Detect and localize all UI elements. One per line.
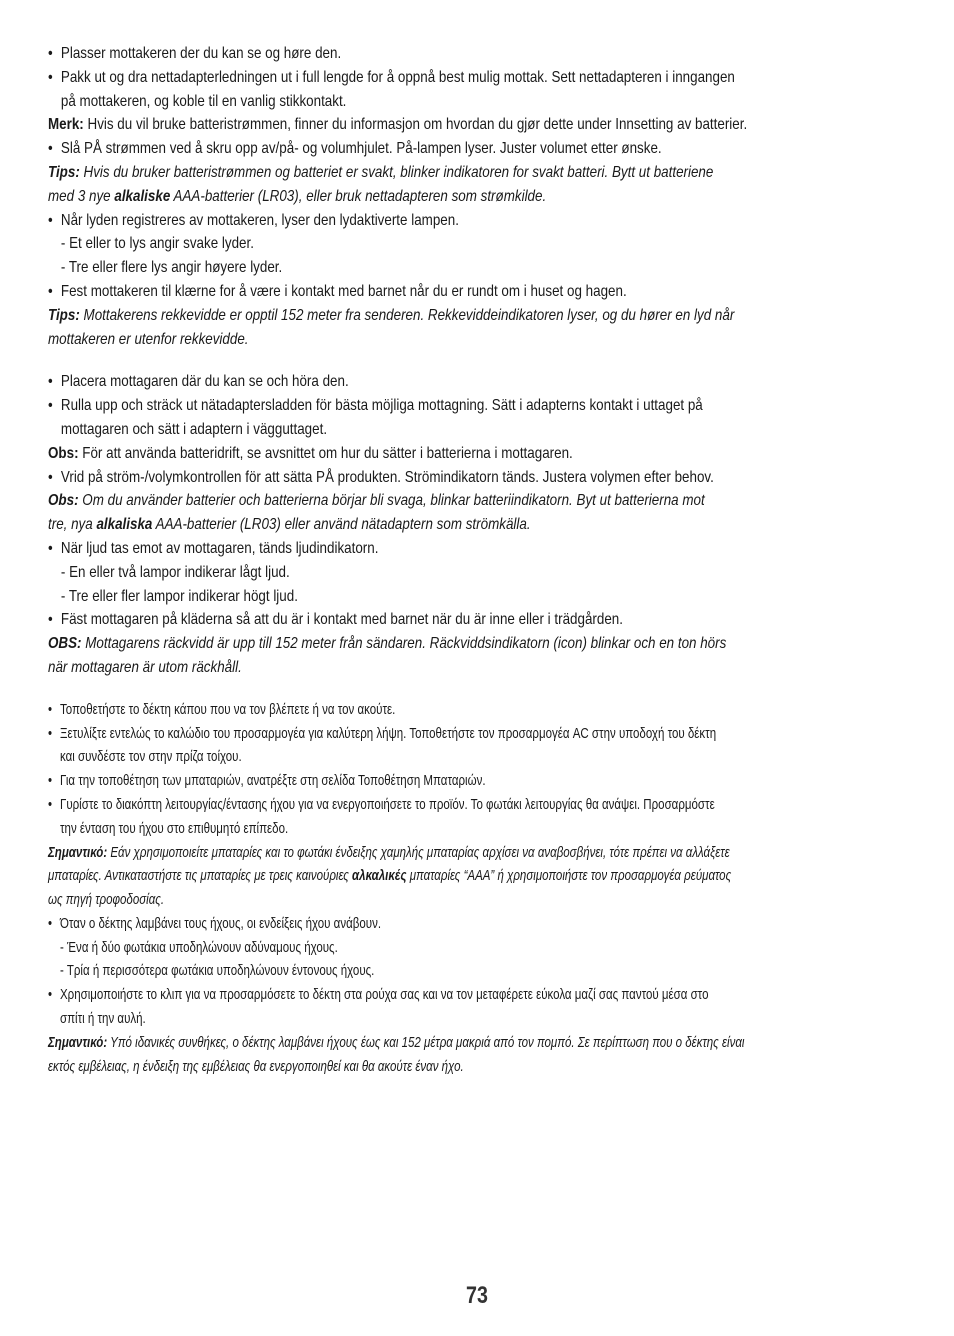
- sub-item: - Τρία ή περισσότερα φωτάκια υποδηλώνουν έντονους ήχους.: [60, 963, 375, 980]
- list-item: • Slå PÅ strømmen ved å skru opp av/på- og volumhjulet. På-lampen lyser. Juster volumet etter ønske.: [48, 140, 662, 158]
- list-item-continuation: και συνδέστε τον στην πρίζα τοίχου.: [60, 749, 242, 766]
- note: Obs: För att använda batteridrift, se avsnittet om hur du sätter i batterierna i mottagaren.: [48, 444, 573, 462]
- note: Merk: Hvis du vil bruke batteristrømmen, finner du informasjon om hvordan du gjør dette under Innsetting av batterier.: [48, 116, 748, 134]
- list-item: • Vrid på ström-/volymkontrollen för att sätta PÅ produkten. Strömindikatorn tänds. Justera volymen efter behov.: [48, 468, 714, 486]
- important-note-continuation: μπαταρίες. Αντικαταστήστε τις μπαταρίες με τρεις καινούριες αλκαλικές μπαταρίες “AAA” ή χρησιμοποιήστε τον προσαρμογέα ρεύματος: [48, 868, 732, 885]
- page-content: [48, 42, 918, 1079]
- list-item-continuation: på mottakeren, og koble til en vanlig stikkontakt.: [60, 92, 347, 110]
- list-item: • Χρησιμοποιήστε το κλιπ για να προσαρμόσετε το δέκτη στα ρούχα σας και να τον μεταφέρετε εύκολα μαζί σας παντού μέσα στο: [48, 987, 709, 1004]
- list-item: • Placera mottagaren där du kan se och höra den.: [48, 373, 349, 391]
- list-item: • Γυρίστε το διακόπτη λειτουργίας/έντασης ήχου για να ενεργοποιήσετε το προϊόν. Το φωτάκι λειτουργίας θα ανάψει. Προσαρμόστε: [48, 796, 715, 813]
- sub-item: - Ένα ή δύο φωτάκια υποδηλώνουν αδύναμους ήχους.: [60, 939, 338, 956]
- sub-item: - Tre eller fler lampor indikerar högt ljud.: [60, 587, 298, 605]
- norwegian-section: [48, 42, 918, 351]
- list-item: • Τοποθετήστε το δέκτη κάπου που να τον βλέπετε ή να τον ακούτε.: [48, 701, 396, 718]
- note-continuation: tre, nya alkaliska AAA-batterier (LR03) eller använd nätadaptern som strömkälla.: [48, 516, 531, 534]
- important-note-continuation: εκτός εμβέλειας, η ένδειξη της εμβέλειας θα ενεργοποιηθεί και θα ακούτε έναν ήχο.: [48, 1058, 464, 1075]
- sub-item: - Et eller to lys angir svake lyder.: [60, 235, 254, 253]
- list-item: • Όταν ο δέκτης λαμβάνει τους ήχους, οι ενδείξεις ήχου ανάβουν.: [48, 915, 382, 932]
- greek-section: [48, 699, 918, 1080]
- list-item: • Pakk ut og dra nettadapterledningen ut i full lengde for å oppnå best mulig mottak. Sett nettadapteren i inngangen: [48, 68, 735, 86]
- important-note: Σημαντικό: Υπό ιδανικές συνθήκες, ο δέκτης λαμβάνει ήχους έως και 152 μέτρα μακριά από τον πομπό. Σε περίπτωση που ο δέκτης είναι: [48, 1034, 745, 1051]
- tip-continuation: mottakeren er utenfor rekkevidde.: [48, 330, 249, 348]
- page-number: 73: [466, 1282, 488, 1309]
- list-item: • Ξετυλίξτε εντελώς το καλώδιο του προσαρμογέα για καλύτερη λήψη. Τοποθετήστε τον προσαρμογέα AC στην υποδοχή του δέκτη: [48, 725, 717, 742]
- note-continuation: när mottagaren är utom räckhåll.: [48, 658, 242, 676]
- list-item: • Για την τοποθέτηση των μπαταριών, ανατρέξτε στη σελίδα Τοποθέτηση Μπαταριών.: [48, 773, 486, 790]
- list-item: • Plasser mottakeren der du kan se og høre den.: [48, 45, 342, 62]
- tip: Tips: Hvis du bruker batteristrømmen og batteriet er svakt, blinker indikatoren for svakt batteri. Bytt ut batteriene: [48, 163, 714, 181]
- list-item: • Fest mottakeren til klærne for å være i kontakt med barnet når du er rundt om i huset og hagen.: [48, 282, 627, 300]
- list-item-continuation: mottagaren och sätt i adaptern i vägguttaget.: [60, 420, 328, 438]
- list-item-continuation: σπίτι ή την αυλή.: [60, 1011, 146, 1028]
- note: Obs: Om du använder batterier och batterierna börjar bli svaga, blinkar batteriindikatorn. Byt ut batterierna mot: [48, 492, 705, 510]
- important-note-continuation: ως πηγή τροφοδοσίας.: [48, 892, 165, 909]
- list-item: • När ljud tas emot av mottagaren, tänds ljudindikatorn.: [48, 539, 379, 557]
- section-gap: [48, 351, 918, 370]
- list-item: • Fäst mottagaren på kläderna så att du är i kontakt med barnet när du är inne eller i trädgården.: [48, 611, 623, 629]
- sub-item: - En eller två lampor indikerar lågt ljud.: [60, 563, 290, 581]
- section-gap: [48, 680, 918, 699]
- sub-item: - Tre eller flere lys angir høyere lyder.: [60, 259, 283, 277]
- list-item-continuation: την ένταση του ήχου στο επιθυμητό επίπεδο.: [60, 820, 289, 837]
- tip-continuation: med 3 nye alkaliske AAA-batterier (LR03), eller bruk nettadapteren som strømkilde.: [48, 187, 547, 205]
- note: OBS: Mottagarens räckvidd är upp till 152 meter från sändaren. Räckviddsindikatorn (icon) blinkar och en ton hörs: [48, 635, 727, 653]
- tip: Tips: Mottakerens rekkevidde er opptil 152 meter fra senderen. Rekkeviddeindikatoren lyser, og du hører en lyd når: [48, 306, 735, 324]
- swedish-section: [48, 370, 918, 679]
- list-item: • Rulla upp och sträck ut nätadaptersladden för bästa möjliga mottagning. Sätt i adapterns kontakt i uttaget på: [48, 397, 703, 415]
- list-item: • Når lyden registreres av mottakeren, lyser den lydaktiverte lampen.: [48, 211, 459, 229]
- important-note: Σημαντικό: Εάν χρησιμοποιείτε μπαταρίες και το φωτάκι ένδειξης χαμηλής μπαταρίας αρχίσει να αναβοσβήνει, τότε πρέπει να αλλάξετε: [48, 844, 730, 861]
